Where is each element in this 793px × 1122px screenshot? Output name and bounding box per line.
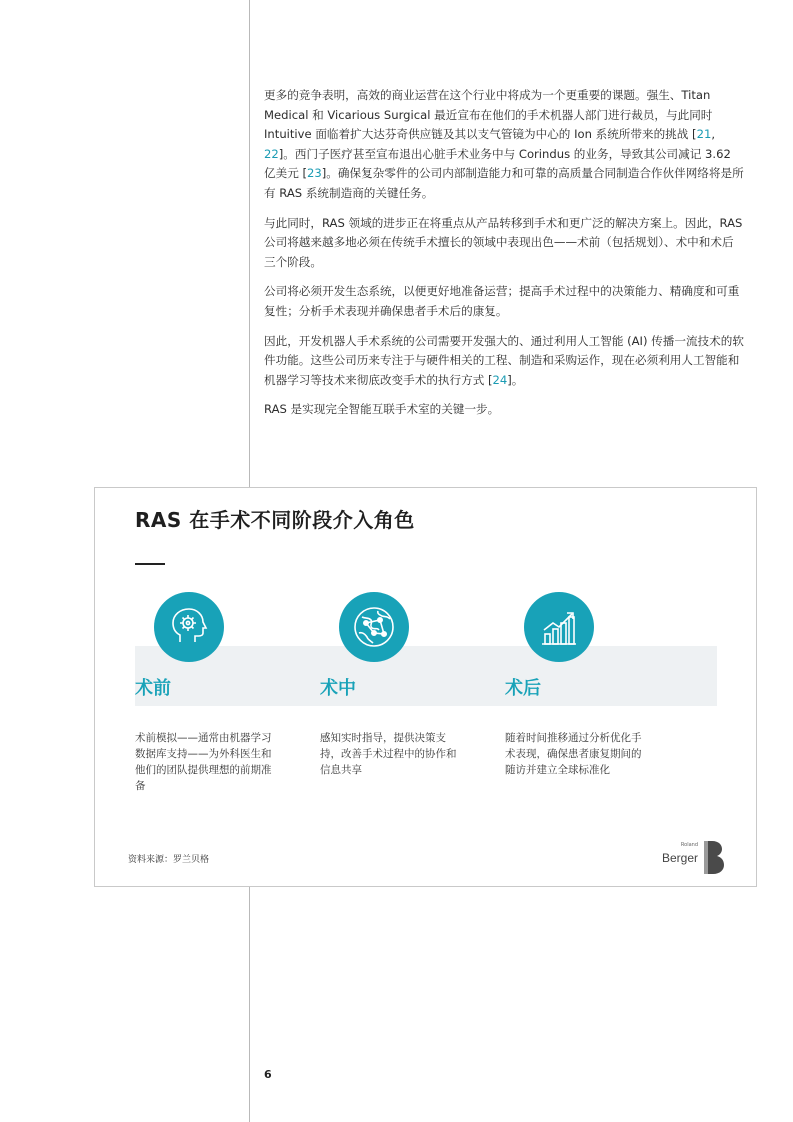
logo-b-mark: [702, 840, 726, 874]
margin-rule-top: [249, 0, 250, 487]
paragraph-2: 与此同时，RAS 领域的进步正在将重点从产品转移到手术和更广泛的解决方案上。因此，RAS 公司将越来越多地必须在传统手术擅长的领域中表现出色——术前（包括规划）、术中和术后三个阶段。: [264, 215, 743, 269]
stage-postop: [505, 592, 665, 778]
paragraph-3: 公司将必须开发生态系统，以便更好地准备运营；提高手术过程中的决策能力、精确度和可重复性；分析手术表现并确保患者手术后的康复。: [264, 284, 740, 318]
paragraph-1: 更多的竞争表明，高效的商业运营在这个行业中将成为一个更重要的课题。强生、Titan Medical 和 Vicarious Surgical 最近宣布在他们的手术机器人部门进行裁员，与此同时 Intuitive 面临着扩大达芬奇供应链及其以支气管镜为中心的 Ion 系统所带来的挑战 [21, 22]。西门子医疗甚至宣布退出心脏手术业务中与 Corindus 的业务，导致其公司减记 3.62 亿美元 [23]。确保复杂零件的公司内部制造能力和可靠的高质量合同制造合作伙伴网络将是所有 RAS 系统制造商的关键任务。: [264, 88, 744, 200]
stage-description: 术前模拟——通常由机器学习数据库支持——为外科医生和他们的团队提供理想的前期准备: [135, 732, 272, 792]
globe-network-icon: [339, 592, 409, 662]
page-number: 6: [264, 1068, 272, 1081]
citation-link[interactable]: 21: [696, 127, 712, 142]
paragraph-5: RAS 是实现完全智能互联手术室的关键一步。: [264, 402, 500, 417]
citation-link[interactable]: 24: [492, 372, 508, 387]
stage-preop: [135, 592, 295, 794]
stage-label: 术后: [505, 678, 541, 699]
body-text: [264, 86, 744, 430]
stage-description: 随着时间推移通过分析优化手术表现，确保患者康复期间的随访并建立全球标准化: [505, 732, 642, 776]
stage-description: 感知实时指导，提供决策支持，改善手术过程中的协作和信息共享: [320, 732, 457, 776]
paragraph-4: 因此，开发机器人手术系统的公司需要开发强大的、通过利用人工智能 (AI) 传播一流技术的软件功能。这些公司历来专注于与硬件相关的工程、制造和采购运作，现在必须利用人工智能和机器学习等技术来彻底改变手术的执行方式 [24]。: [264, 333, 744, 387]
logo-berger-text: Berger: [661, 851, 698, 865]
logo-roland-text: Roland: [680, 842, 698, 848]
stage-label: 术中: [320, 678, 356, 699]
brain-gear-icon: [154, 592, 224, 662]
infographic-title: RAS 在手术不同阶段介入角色: [135, 508, 415, 532]
stage-intraop: [320, 592, 480, 778]
growth-chart-icon: [524, 592, 594, 662]
citation-link[interactable]: 22: [264, 146, 279, 161]
margin-rule-bottom: [249, 886, 250, 1122]
citation-link[interactable]: 23: [307, 166, 322, 181]
title-divider: [135, 563, 165, 565]
roland-berger-logo: [656, 840, 726, 874]
stage-label: 术前: [135, 678, 171, 699]
source-note: 资料来源：罗兰贝格: [128, 855, 210, 865]
infographic-box: [94, 487, 757, 887]
